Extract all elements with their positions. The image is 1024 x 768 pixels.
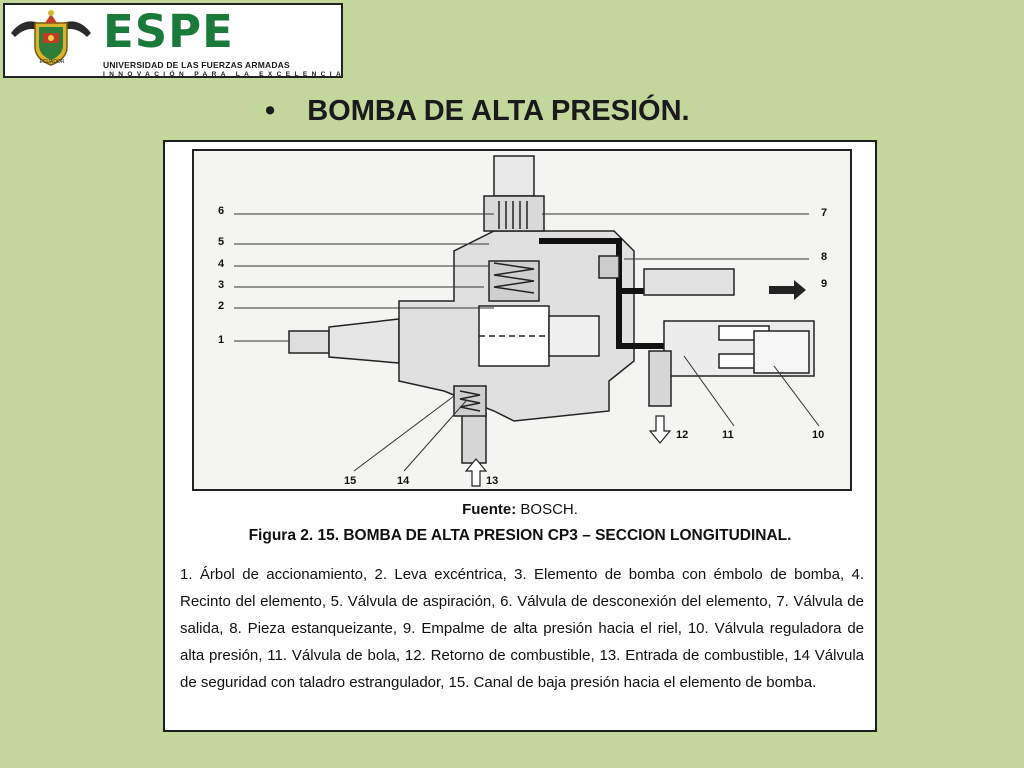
slide-title-row [265, 95, 690, 128]
label-13: 13 [486, 475, 499, 487]
bullet-icon: • [265, 95, 276, 127]
figure-source [165, 501, 875, 518]
label-10: 10 [812, 429, 825, 441]
source-label: Fuente: [462, 501, 517, 518]
label-4: 4 [218, 258, 225, 270]
espe-logo [3, 3, 346, 78]
pump-diagram [192, 149, 852, 491]
label-6: 6 [218, 205, 225, 217]
label-9: 9 [821, 278, 828, 290]
slide-title: BOMBA DE ALTA PRESIÓN. [307, 95, 690, 127]
label-2: 2 [218, 300, 225, 312]
label-14: 14 [397, 475, 410, 487]
label-8: 8 [821, 251, 828, 263]
source-value: BOSCH. [520, 501, 578, 518]
label-12: 12 [676, 429, 689, 441]
label-15: 15 [344, 475, 357, 487]
logo-motto: INNOVACIÓN PARA LA EXCELENCIA [103, 71, 346, 78]
figure-legend: 1. Árbol de accionamiento, 2. Leva excéntrica, 3. Elemento de bomba con émbolo de bomba, 4. Recinto del elemento, 5. Válvula de aspiración, 6. Válvula de desconexión del elemento, 7. Válvula de salida, 8. Pieza estanqueizante, 9. Empalme de alta presión hacia el riel, 10. Válvula reguladora de alta presión, 11. Válvula de bola, 12. Retorno de combustible, 13. Entrada de combustible, 14 Válvula de seguridad con taladro estrangulador, 15. Canal de baja presión hacia el elemento de bomba. [180, 566, 864, 691]
label-1: 1 [218, 334, 225, 346]
label-11: 11 [722, 429, 734, 441]
figure-caption: Figura 2. 15. BOMBA DE ALTA PRESION CP3 – SECCION LONGITUDINAL. [248, 527, 792, 544]
seal-caption: ECUADOR [39, 59, 65, 65]
label-7: 7 [821, 207, 828, 219]
pump-section-drawing [194, 151, 850, 489]
university-seal-icon [5, 5, 103, 77]
logo-university-name: UNIVERSIDAD DE LAS FUERZAS ARMADAS [103, 60, 290, 70]
figure-frame [163, 140, 877, 732]
label-3: 3 [218, 279, 225, 291]
label-5: 5 [218, 236, 225, 248]
logo-wordmark: ESPE [103, 5, 234, 58]
